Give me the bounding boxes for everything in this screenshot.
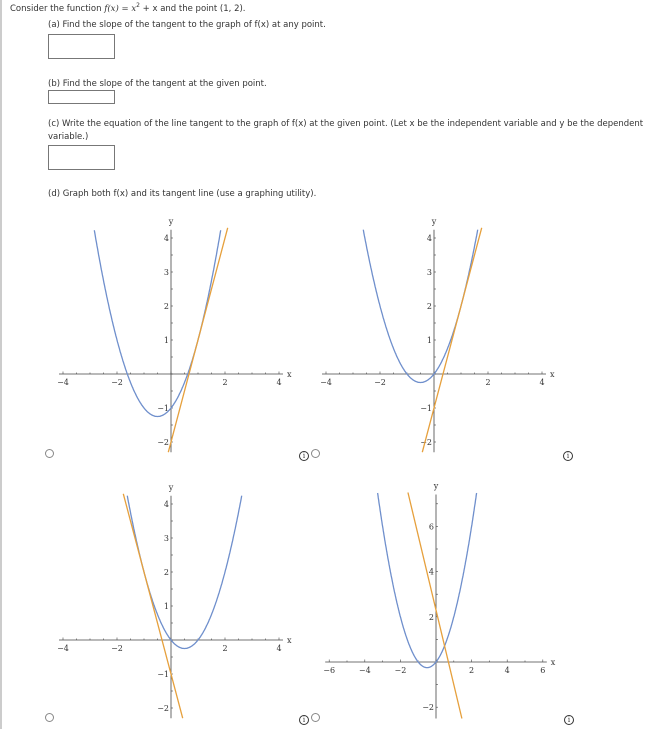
y-tick-label: 1 <box>426 336 432 345</box>
function-expression: f(x) = x <box>104 3 137 14</box>
x-axis-label: x <box>550 370 555 379</box>
part-d-label: (d) Graph both f(x) and its tangent line (use a graphing utility). <box>48 189 317 199</box>
y-tick-label: 1 <box>163 336 169 345</box>
x-tick-label: 4 <box>504 666 510 675</box>
y-tick-label: 6 <box>428 522 434 532</box>
x-tick-label: −2 <box>394 666 407 675</box>
y-tick-label: 2 <box>163 302 169 311</box>
x-tick-label: −4 <box>57 644 69 653</box>
x-axis-label: x <box>287 370 292 379</box>
x-tick-label: −4 <box>358 666 371 675</box>
y-axis-label: y <box>431 216 437 226</box>
y-tick-label: 2 <box>428 612 434 622</box>
x-tick-label: 2 <box>222 644 228 653</box>
info-icon[interactable]: i <box>299 715 309 725</box>
graph-options <box>2 0 655 729</box>
y-tick-label: 2 <box>163 568 169 577</box>
tangent-line <box>408 493 462 719</box>
function-curve <box>378 493 477 668</box>
info-icon[interactable]: i <box>563 451 573 461</box>
graph-2 <box>320 217 555 452</box>
y-tick-label: −2 <box>420 438 432 447</box>
part-c-label: (c) Write the equation of the line tangent to the graph of f(x) at the given point. (Let x be the independent variable and y be the dependent <box>48 119 644 129</box>
x-tick-label: 4 <box>539 378 545 387</box>
y-tick-label: −2 <box>422 703 434 713</box>
x-tick-label: −4 <box>320 378 332 387</box>
y-tick-label: 1 <box>163 602 169 611</box>
intro-rest: + x and the point (1, 2). <box>139 3 246 14</box>
part-a-label: (a) Find the slope of the tangent to the graph of f(x) at any point. <box>48 20 326 30</box>
y-tick-label: 3 <box>163 268 169 277</box>
x-tick-label: −2 <box>111 378 123 387</box>
tangent-line <box>123 494 182 718</box>
y-tick-label: 3 <box>163 534 169 543</box>
y-axis-label: y <box>168 482 174 492</box>
exponent: 2 <box>136 2 140 9</box>
x-tick-label: −6 <box>323 666 336 675</box>
y-tick-label: −2 <box>157 438 169 447</box>
x-axis-label: x <box>550 658 556 667</box>
graph-1 <box>57 217 292 452</box>
x-tick-label: −4 <box>57 378 69 387</box>
x-tick-label: 2 <box>222 378 228 387</box>
y-axis-label: y <box>168 216 174 226</box>
x-tick-label: −2 <box>374 378 386 387</box>
y-tick-label: 4 <box>163 500 169 509</box>
tangent-line <box>168 228 227 452</box>
graph-option-2-radio[interactable] <box>311 449 320 458</box>
y-axis-label: y <box>433 481 439 491</box>
x-tick-label: 6 <box>540 666 546 675</box>
y-tick-label: −2 <box>157 704 169 713</box>
graph-4 <box>323 482 555 719</box>
graph-option-1-radio[interactable] <box>45 449 54 458</box>
y-tick-label: −1 <box>157 404 169 413</box>
y-tick-label: 3 <box>426 268 432 277</box>
info-icon[interactable]: i <box>299 451 309 461</box>
x-tick-label: 2 <box>469 666 475 675</box>
graph-option-4-radio[interactable] <box>311 713 320 722</box>
intro-text: Consider the function <box>10 3 105 14</box>
x-tick-label: 4 <box>276 378 282 387</box>
y-tick-label: 4 <box>428 567 434 577</box>
x-tick-label: 2 <box>485 378 491 387</box>
y-tick-label: 2 <box>426 302 432 311</box>
y-tick-label: −1 <box>420 404 432 413</box>
part-b-label: (b) Find the slope of the tangent at the given point. <box>48 79 267 89</box>
graph-option-3-radio[interactable] <box>45 713 54 722</box>
x-tick-label: −2 <box>111 644 123 653</box>
y-tick-label: −1 <box>157 670 169 679</box>
y-tick-label: 4 <box>163 234 169 243</box>
y-tick-label: 4 <box>426 234 432 243</box>
info-icon[interactable]: i <box>564 715 574 725</box>
x-tick-label: 4 <box>276 644 282 653</box>
graph-3 <box>57 483 292 718</box>
part-c-label-cont: variable.) <box>48 132 89 142</box>
x-axis-label: x <box>287 636 292 645</box>
